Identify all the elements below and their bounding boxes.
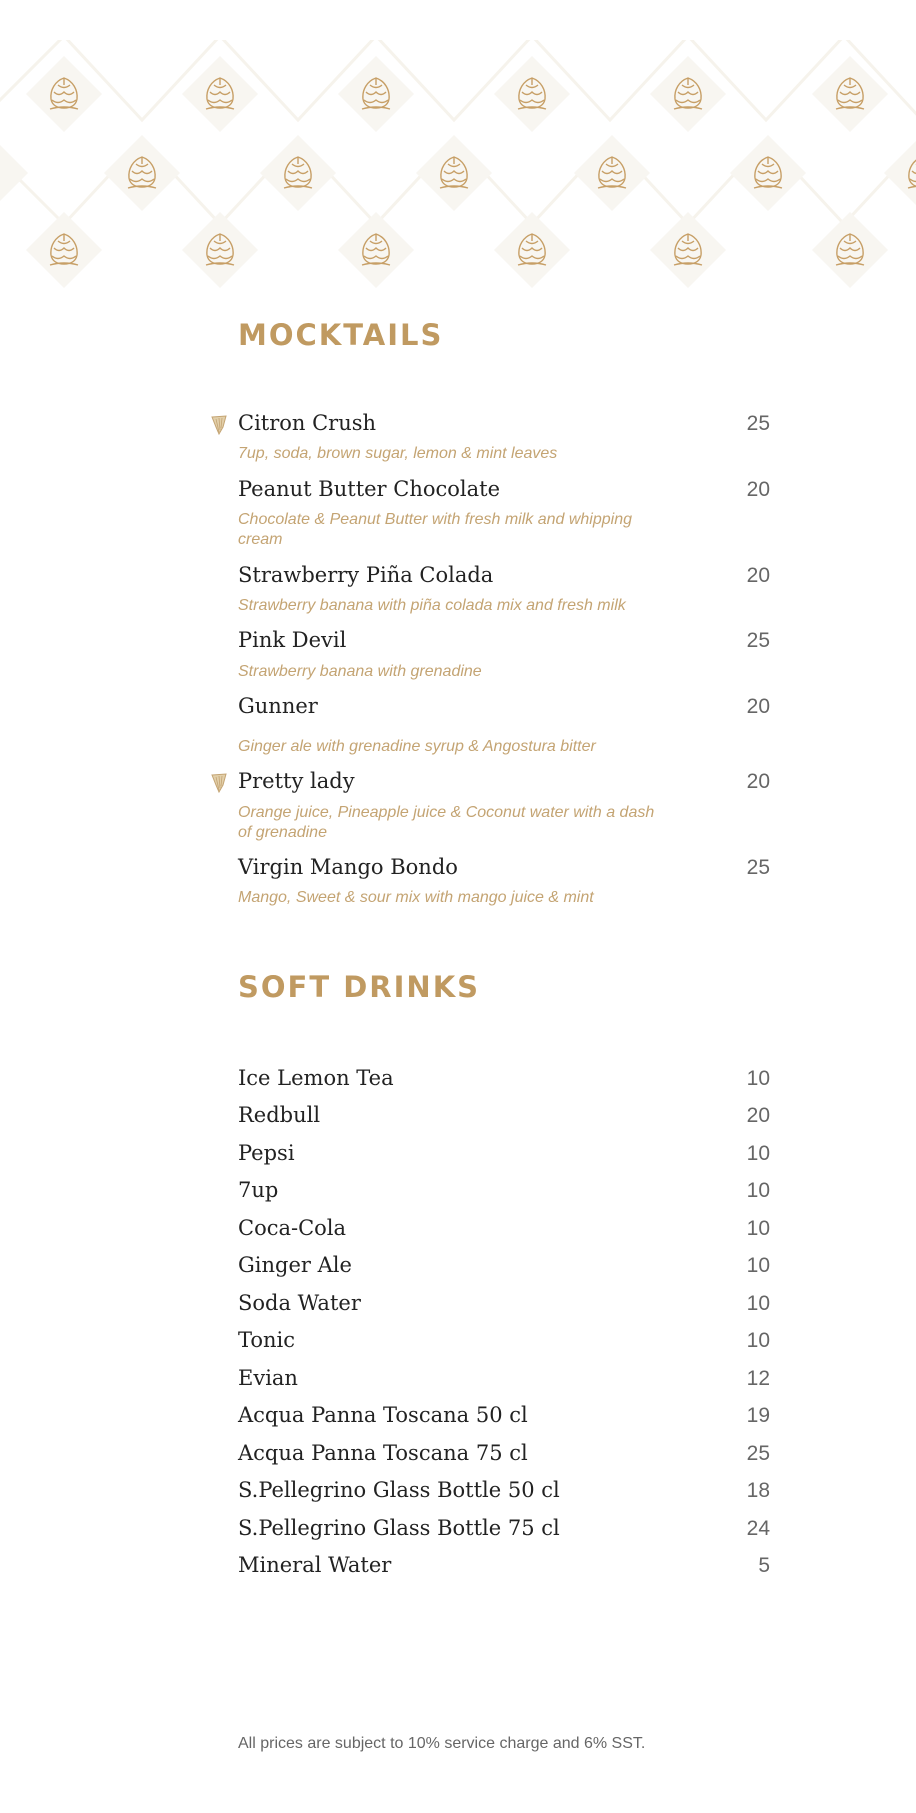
menu-item-price: 10 bbox=[746, 1142, 770, 1165]
menu-item-description: Orange juice, Pineapple juice & Coconut water with a dash of grenadine bbox=[238, 804, 655, 841]
menu-item-name: S.Pellegrino Glass Bottle 75 cl bbox=[238, 1516, 560, 1540]
menu-item-price: 24 bbox=[746, 1517, 770, 1540]
menu-item-price: 10 bbox=[746, 1329, 770, 1352]
menu-item-name: Pink Devil bbox=[238, 628, 347, 652]
menu-item-price: 20 bbox=[746, 1104, 770, 1127]
menu-item-price: 20 bbox=[746, 695, 770, 718]
menu-item-name: Virgin Mango Bondo bbox=[238, 855, 458, 879]
menu-item-price: 19 bbox=[746, 1404, 770, 1427]
menu-item-name: Acqua Panna Toscana 50 cl bbox=[238, 1403, 528, 1427]
menu-item-price: 12 bbox=[746, 1367, 770, 1390]
menu-item-price: 25 bbox=[746, 412, 770, 435]
menu-item-name: Mineral Water bbox=[238, 1553, 392, 1577]
menu-item-name: Ginger Ale bbox=[238, 1253, 352, 1277]
menu-item-name: Pretty lady bbox=[238, 769, 355, 793]
menu-item-name: Peanut Butter Chocolate bbox=[238, 477, 501, 501]
menu-item-price: 25 bbox=[746, 1442, 770, 1465]
section-title-soft-drinks: SOFT DRINKS bbox=[238, 970, 481, 1004]
menu-item-description: Strawberry banana with grenadine bbox=[238, 663, 482, 680]
menu-item-name: Acqua Panna Toscana 75 cl bbox=[238, 1441, 528, 1465]
menu-item-price: 20 bbox=[746, 478, 770, 501]
menu-item-name: Coca-Cola bbox=[238, 1216, 347, 1240]
signature-harp-icon bbox=[211, 773, 227, 793]
menu-item-price: 5 bbox=[758, 1554, 770, 1577]
menu-item-description: Strawberry banana with piña colada mix and fresh milk bbox=[238, 597, 626, 614]
menu-item-description: 7up, soda, brown sugar, lemon & mint leaves bbox=[238, 445, 558, 462]
menu-item-price: 10 bbox=[746, 1217, 770, 1240]
menu-item-name: 7up bbox=[238, 1178, 279, 1202]
menu-item-price: 10 bbox=[746, 1292, 770, 1315]
menu-item-name: Ice Lemon Tea bbox=[238, 1066, 394, 1090]
menu-item-price: 25 bbox=[746, 856, 770, 879]
signature-harp-icon bbox=[211, 415, 227, 435]
menu-item-name: Gunner bbox=[238, 694, 318, 718]
menu-item-name: Citron Crush bbox=[238, 411, 377, 435]
menu-item-name: S.Pellegrino Glass Bottle 50 cl bbox=[238, 1478, 560, 1502]
menu-item-price: 20 bbox=[746, 770, 770, 793]
menu-item-name: Soda Water bbox=[238, 1291, 361, 1315]
menu-item-name: Strawberry Piña Colada bbox=[238, 563, 494, 587]
menu-item-price: 10 bbox=[746, 1067, 770, 1090]
menu-item-name: Pepsi bbox=[238, 1141, 295, 1165]
menu-item-price: 10 bbox=[746, 1179, 770, 1202]
menu-item-description: Ginger ale with grenadine syrup & Angostura bitter bbox=[238, 738, 596, 755]
menu-item-description: Mango, Sweet & sour mix with mango juice & mint bbox=[238, 889, 594, 906]
menu-item-name: Evian bbox=[238, 1366, 298, 1390]
service-charge-note: All prices are subject to 10% service charge and 6% SST. bbox=[238, 1735, 646, 1752]
menu-item-description: Chocolate & Peanut Butter with fresh milk and whipping cream bbox=[238, 511, 632, 548]
menu-item-name: Tonic bbox=[238, 1328, 296, 1352]
menu-item-price: 18 bbox=[746, 1479, 770, 1502]
menu-item-name: Redbull bbox=[238, 1103, 321, 1127]
menu-item-price: 10 bbox=[746, 1254, 770, 1277]
decorative-pinecone-pattern bbox=[0, 40, 916, 300]
menu-item-price: 25 bbox=[746, 629, 770, 652]
menu-item-price: 20 bbox=[746, 564, 770, 587]
section-title-mocktails: MOCKTAILS bbox=[238, 318, 444, 352]
pinecone-pattern-icon bbox=[0, 40, 916, 300]
